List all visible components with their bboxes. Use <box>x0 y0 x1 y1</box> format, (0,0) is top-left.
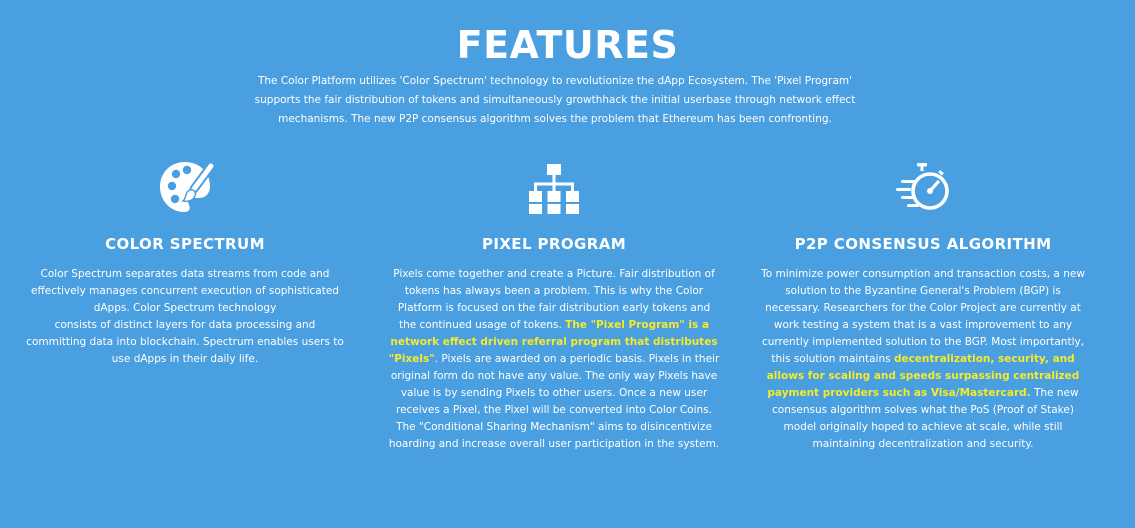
description-text: To minimize power consumption and transaction costs, a new solution to the Byzantine General's Problem (BGP) is necessary. Researchers for the Color Project are currently at work testing a system that is a vast improvement to any currently implemented solution to the BGP. Most importantly, this solution maintains <box>761 268 1085 365</box>
description-line: Color Spectrum separates data streams from code and effectively manages concurrent execution of sophisticated dApps. Color Spectrum technology <box>31 268 339 314</box>
description-text: The new consensus algorithm solves what the PoS (Proof of Stake) model originally hoped to achieve at scale, while still maintaining decentralization and security. <box>772 387 1079 450</box>
sitemap-icon <box>528 160 580 218</box>
palette-icon <box>155 157 215 221</box>
feature-title: P2P CONSENSUS ALGORITHM <box>794 235 1052 253</box>
intro-text: The Color Platform utilizes 'Color Spectrum' technology to revolutionize the dApp Ecosystem. The 'Pixel Program' supports the fair distribution of tokens and simultaneously growthhack the initial userbase through network effect mechanisms. The new P2P consensus algorithm solves the problem that Ethereum has been confronting. <box>254 75 856 125</box>
feature-color-spectrum <box>25 158 345 368</box>
feature-description <box>388 266 720 453</box>
highlighted-text: decentralization, security, and allows for scaling and speeds surpassing centralized payment providers such as Visa/Mastercard. <box>766 353 1080 399</box>
description-text: Pixels come together and create a Picture. Fair distribution of tokens has always been a problem. This is why the Color Platform is focused on the fair distribution early tokens and the continued usage of tokens. <box>393 268 715 331</box>
highlighted-text: The "Pixel Program" is a network effect driven referral program that distributes "Pixels" <box>388 319 718 365</box>
feature-title: COLOR SPECTRUM <box>105 235 265 253</box>
feature-title: PIXEL PROGRAM <box>481 235 627 253</box>
feature-description <box>760 266 1086 453</box>
description-line: consists of distinct layers for data processing and committing data into blockchain. Spectrum enables users to use dApps in their daily life. <box>26 319 344 365</box>
feature-pixel-program <box>388 158 720 453</box>
feature-description <box>25 266 345 368</box>
description-text: . Pixels are awarded on a periodic basis. Pixels in their original form do not have any value. The only way Pixels have value is by sending Pixels to other users. Once a new user receives a Pixel, the Pixel will be converted into Color Coins. The "Conditional Sharing Mechanism" aims to disincentivize hoarding and increase overall user participation in the system. <box>388 353 720 450</box>
stopwatch-speed-icon <box>893 159 953 219</box>
page-title: FEATURES <box>456 23 679 67</box>
feature-p2p-consensus <box>760 158 1086 453</box>
